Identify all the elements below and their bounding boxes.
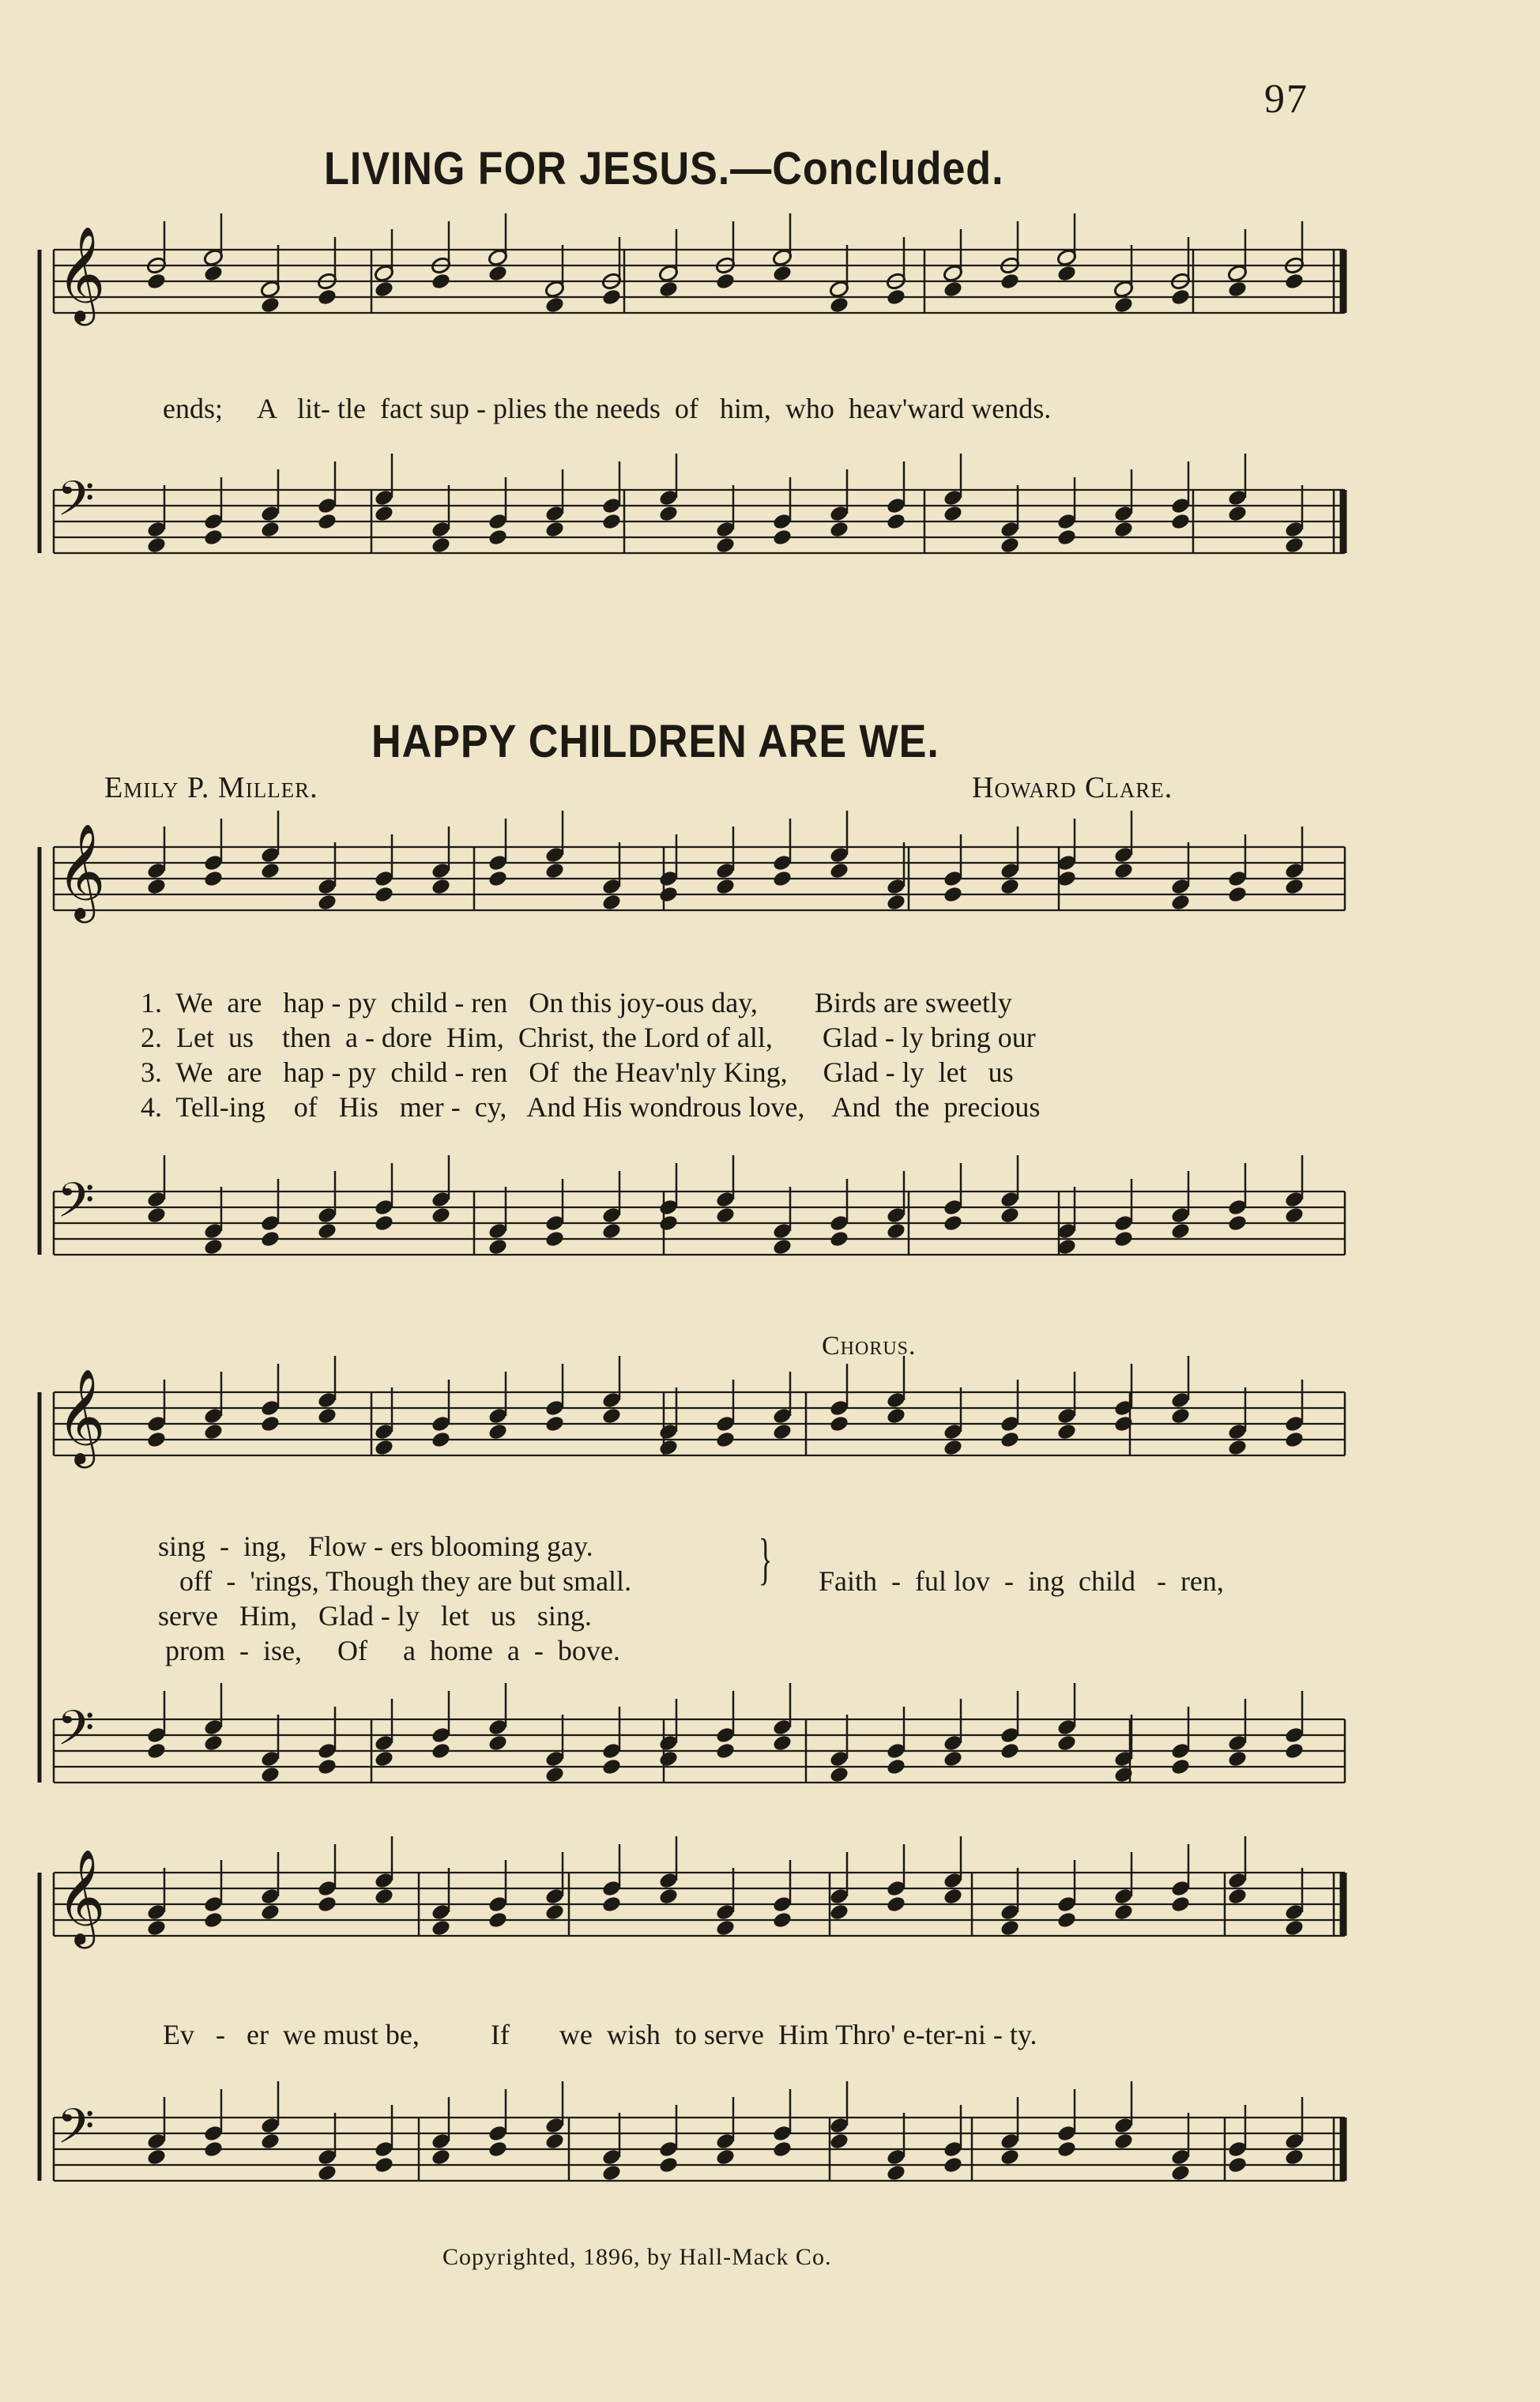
note-head [658, 1749, 680, 1768]
note-head [1227, 885, 1248, 904]
note-head [1284, 877, 1305, 896]
note-head [260, 1229, 281, 1248]
note-head [1056, 1911, 1078, 1930]
treble-clef-icon: 𝄞 [57, 1368, 106, 1464]
note-head [1227, 1749, 1248, 1768]
note-head [715, 2148, 736, 2167]
note-head [772, 869, 793, 888]
note-head [203, 1237, 224, 1256]
note-head [1227, 504, 1248, 523]
note-head [1000, 536, 1021, 555]
note-head [886, 1406, 907, 1425]
note-head [431, 536, 452, 555]
note-head [1284, 536, 1305, 555]
note-head [886, 512, 907, 531]
note-head [431, 1206, 452, 1225]
note-head [943, 885, 964, 904]
note-head [1227, 1214, 1248, 1233]
note-head [715, 536, 736, 555]
verse-2: 2. Let us then a - dore Him, Christ, the Lord of all, Glad - ly bring our [141, 1022, 1036, 1053]
note-head [1056, 1734, 1078, 1753]
chorus-lyric-1: Faith - ful lov - ing child - ren, [819, 1565, 1224, 1597]
note-head [772, 1237, 793, 1256]
note-head [544, 1765, 566, 1784]
note-head [146, 1206, 168, 1225]
note-head [1170, 1406, 1192, 1425]
note-head [829, 1414, 850, 1433]
note-head [601, 512, 623, 531]
note-head [715, 1918, 736, 1937]
note-head [146, 2148, 168, 2167]
note-head [1284, 1206, 1305, 1225]
note-head [601, 893, 623, 912]
note-head [260, 2132, 281, 2151]
note-head [601, 2163, 623, 2182]
note-head [260, 861, 281, 880]
note-head [886, 1895, 907, 1914]
note-head [943, 2155, 964, 2174]
note-head [1284, 1918, 1305, 1937]
note-head [601, 1222, 623, 1241]
note-head [544, 1229, 566, 1248]
note-head [544, 2132, 566, 2151]
page-number: 97 [1264, 77, 1308, 122]
note-head [1000, 1918, 1021, 1937]
note-head [374, 2155, 395, 2174]
note-head [658, 1438, 680, 1457]
note-head [886, 893, 907, 912]
note-head [715, 1430, 736, 1449]
note-head [658, 2155, 680, 2174]
note-head [374, 1214, 395, 1233]
verse-4: 4. Tell-ing of His mer - cy, And His wondrous love, And the precious [141, 1091, 1041, 1123]
verse-ending-1: sing - ing, Flow - ers blooming gay. [158, 1530, 593, 1562]
verse-ending-3: serve Him, Glad - ly let us sing. [158, 1600, 592, 1632]
note-head [1000, 272, 1021, 291]
note-head [829, 1765, 850, 1784]
bass-clef-icon: 𝄢 [57, 471, 95, 539]
lyrics-living-for-jesus: ends; A lit- tle fact sup - plies the needs of him, who heav'ward wends. [163, 393, 1052, 424]
note-head [317, 1895, 338, 1914]
note-head [1227, 1887, 1248, 1906]
note-head [488, 1422, 509, 1441]
composer-credit: Howard Clare. [972, 771, 1173, 804]
note-head [772, 1734, 793, 1753]
note-head [317, 2163, 338, 2182]
note-head [1000, 1741, 1021, 1760]
note-head [1056, 1422, 1078, 1441]
note-head [943, 1438, 964, 1457]
note-head [1170, 2163, 1192, 2182]
note-head [544, 1414, 566, 1433]
note-head [374, 280, 395, 299]
note-head [1000, 2148, 1021, 2167]
note-head [1000, 1430, 1021, 1449]
note-head [203, 528, 224, 547]
note-head [374, 885, 395, 904]
note-head [374, 1749, 395, 1768]
note-head [1284, 1741, 1305, 1760]
note-head [146, 877, 168, 896]
note-head [260, 520, 281, 539]
note-head [146, 1741, 168, 1760]
note-head [1113, 1765, 1135, 1784]
note-head [943, 504, 964, 523]
note-head [317, 1222, 338, 1241]
verse-ending-4: prom - ise, Of a home a - bove. [158, 1635, 620, 1666]
note-head [431, 877, 452, 896]
note-head [146, 272, 168, 291]
note-head [943, 1749, 964, 1768]
note-head [431, 272, 452, 291]
note-head [203, 1734, 224, 1753]
note-head [943, 1887, 964, 1906]
note-head [1284, 2148, 1305, 2167]
note-head [715, 1741, 736, 1760]
note-head [772, 1911, 793, 1930]
note-head [829, 861, 850, 880]
note-head [1170, 893, 1192, 912]
note-head [431, 2148, 452, 2167]
note-head [431, 1430, 452, 1449]
note-head [1113, 2132, 1135, 2151]
note-head [1227, 280, 1248, 299]
note-head [1000, 877, 1021, 896]
note-head [1113, 1903, 1135, 1922]
note-head [374, 1887, 395, 1906]
hymn-title-happy-children: HAPPY CHILDREN ARE WE. [371, 716, 939, 767]
note-head [544, 296, 566, 314]
note-head [715, 877, 736, 896]
note-head [886, 1222, 907, 1241]
note-head [1056, 2140, 1078, 2159]
note-head [317, 1406, 338, 1425]
note-head [886, 2163, 907, 2182]
note-head [715, 272, 736, 291]
hymn-title-living-for-jesus: LIVING FOR JESUS.—Concluded. [324, 143, 1004, 194]
note-head [658, 280, 680, 299]
note-head [431, 1741, 452, 1760]
note-head [829, 2132, 850, 2151]
note-head [1227, 1438, 1248, 1457]
note-head [1284, 1430, 1305, 1449]
note-head [1113, 1414, 1135, 1433]
note-head [1056, 528, 1078, 547]
note-head [658, 885, 680, 904]
treble-clef-icon: 𝄞 [57, 225, 106, 322]
note-head [1056, 264, 1078, 283]
note-head [601, 1406, 623, 1425]
note-head [544, 861, 566, 880]
bass-clef-icon: 𝄢 [57, 1173, 95, 1241]
note-head [772, 264, 793, 283]
note-head [1170, 512, 1192, 531]
note-head [658, 504, 680, 523]
note-head [1170, 288, 1192, 307]
note-head [488, 528, 509, 547]
note-head [601, 1757, 623, 1776]
note-head [374, 504, 395, 523]
note-head [544, 1903, 566, 1922]
copyright-notice: Copyrighted, 1896, by Hall-Mack Co. [442, 2244, 832, 2270]
note-head [203, 2140, 224, 2159]
note-head [488, 1911, 509, 1930]
note-head [601, 1895, 623, 1914]
note-head [886, 288, 907, 307]
note-head [488, 1734, 509, 1753]
note-head [488, 2140, 509, 2159]
note-head [1113, 1229, 1135, 1248]
note-head [203, 869, 224, 888]
note-head [658, 1214, 680, 1233]
note-head [601, 288, 623, 307]
chorus-lyric-2: Ev - er we must be, If we wish to serve Him Thro' e-ter-ni - ty. [163, 2019, 1037, 2050]
note-head [544, 520, 566, 539]
note-head [1284, 272, 1305, 291]
note-head [488, 869, 509, 888]
note-head [1113, 520, 1135, 539]
note-head [260, 1765, 281, 1784]
note-head [146, 1430, 168, 1449]
note-head [260, 1903, 281, 1922]
note-head [203, 1911, 224, 1930]
note-head [772, 2140, 793, 2159]
note-head [488, 264, 509, 283]
note-head [374, 1438, 395, 1457]
note-head [829, 520, 850, 539]
note-head [317, 288, 338, 307]
verse-ending-2: off - 'rings, Though they are but small. [158, 1565, 632, 1597]
chorus-label: Chorus. [822, 1331, 917, 1361]
note-head [488, 1237, 509, 1256]
note-head [203, 264, 224, 283]
note-head [317, 893, 338, 912]
note-head [829, 296, 850, 314]
note-head [1170, 1222, 1192, 1241]
note-head [431, 1918, 452, 1937]
note-head [1170, 1757, 1192, 1776]
verse-3: 3. We are hap - py child - ren Of the Heav'nly King, Glad - ly let us [141, 1056, 1014, 1088]
note-head [146, 1918, 168, 1937]
note-head [658, 1887, 680, 1906]
note-head [1000, 1206, 1021, 1225]
note-head [1113, 861, 1135, 880]
note-head [829, 1229, 850, 1248]
treble-clef-icon: 𝄞 [57, 823, 106, 919]
note-head [943, 1214, 964, 1233]
note-head [1227, 2155, 1248, 2174]
note-head [260, 296, 281, 314]
note-head [260, 1414, 281, 1433]
note-head [317, 1757, 338, 1776]
note-head [317, 512, 338, 531]
note-head [829, 1903, 850, 1922]
note-head [772, 1422, 793, 1441]
verse-ending-brace: } [759, 1527, 773, 1591]
note-head [146, 536, 168, 555]
note-head [203, 1422, 224, 1441]
note-head [1170, 1895, 1192, 1914]
bass-clef-icon: 𝄢 [57, 2099, 95, 2167]
bass-clef-icon: 𝄢 [57, 1700, 95, 1768]
treble-clef-icon: 𝄞 [57, 1848, 106, 1945]
note-head [886, 1757, 907, 1776]
note-head [772, 528, 793, 547]
verse-1: 1. We are hap - py child - ren On this joy-ous day, Birds are sweetly [141, 987, 1012, 1018]
note-head [715, 1206, 736, 1225]
note-head [1113, 296, 1135, 314]
note-head [943, 280, 964, 299]
lyricist-credit: Emily P. Miller. [104, 771, 318, 804]
